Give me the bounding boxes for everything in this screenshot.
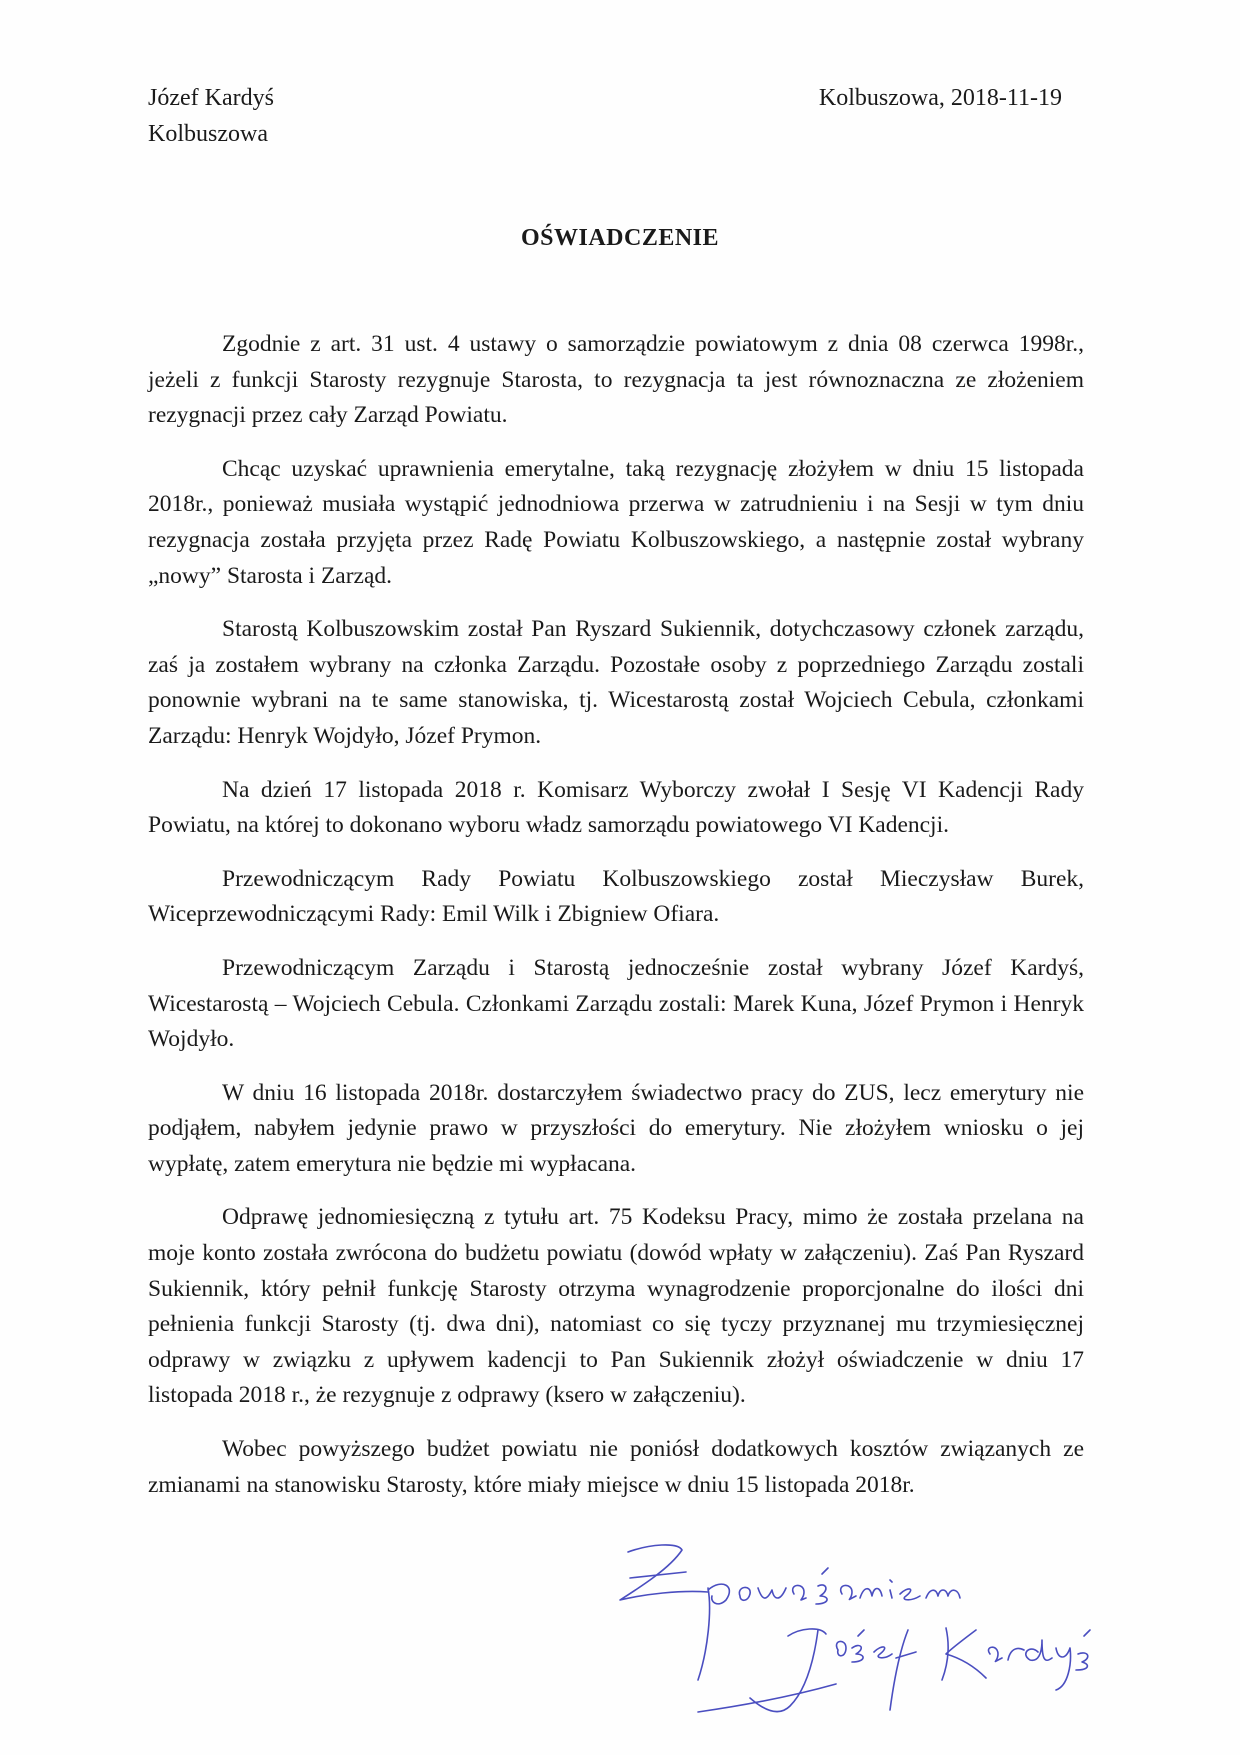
sender-name: Józef Kardyś	[148, 85, 274, 111]
document-title: OŚWIADCZENIE	[520, 225, 720, 251]
paragraph: Na dzień 17 listopada 2018 r. Komisarz Wyborczy zwołał I Sesję VI Kadencji Rady Powiatu, na której to dokonano wyboru władz samorządu powiatowego VI Kadencji.	[148, 776, 1084, 839]
paragraph: Chcąc uzyskać uprawnienia emerytalne, taką rezygnację złożyłem w dniu 15 listopada 2018r., ponieważ musiała wystąpić jednodniowa przerwa w zatrudnieniu i na Sesji w tym dniu rezygnacja została przyjęta przez Radę Powiatu Kolbuszowskiego, a następnie został wybrany „nowy” Starosta i Zarząd.	[148, 455, 1084, 589]
place-date: Kolbuszowa, 2018-11-19	[818, 85, 1062, 111]
paragraph: Odprawę jednomiesięczną z tytułu art. 75 Kodeksu Pracy, mimo że została przelana na moje konto została zwrócona do budżetu powiatu (dowód wpłaty w załączeniu). Zaś Pan Ryszard Sukiennik, który pełnił funkcję Starosty otrzyma wynagrodzenie proporcjonalne do ilości dni pełnienia funkcji Starosty (tj. dwa dni), natomiast co się tyczy przyznanej mu trzymiesięcznej odprawy w związku z upływem kadencji to Pan Sukiennik złożył oświadczenie w dniu 17 listopada 2018 r., że rezygnuje z odprawy (ksero w załączeniu).	[148, 1204, 1084, 1409]
paragraph: Przewodniczącym Zarządu i Starostą jednocześnie został wybrany Józef Kardyś, Wicestarostą – Wojciech Cebula. Członkami Zarządu zostali: Marek Kuna, Józef Prymon i Henryk Wojdyło.	[148, 954, 1084, 1053]
paragraph: Starostą Kolbuszowskim został Pan Ryszard Sukiennik, dotychczasowy członek zarządu, zaś ja zostałem wybrany na członka Zarządu. Pozostałe osoby z poprzedniego Zarządu zostali ponownie wybrani na te same stanowiska, tj. Wicestarostą został Wojciech Cebula, członkami Zarządu: Henryk Wojdyło, Józef Prymon.	[148, 616, 1084, 749]
paragraph: Zgodnie z art. 31 ust. 4 ustawy o samorządzie powiatowym z dnia 08 czerwca 1998r., jeżeli z funkcji Starosty rezygnuje Starosta, to rezygnacja ta jest równoznaczna ze złożeniem rezygnacji przez cały Zarząd Powiatu.	[148, 331, 1084, 429]
paragraph: Wobec powyższego budżet powiatu nie poniósł dodatkowych kosztów związanych ze zmianami na stanowisku Starosty, które miały miejsce w dniu 15 listopada 2018r.	[148, 1436, 1084, 1498]
sender-city: Kolbuszowa	[148, 121, 268, 147]
sender-block	[148, 80, 274, 152]
handwritten-signature	[590, 1530, 1110, 1730]
document-body	[148, 327, 1084, 1521]
paragraph: Przewodniczącym Rady Powiatu Kolbuszowskiego został Mieczysław Burek, Wiceprzewodniczącymi Rady: Emil Wilk i Zbigniew Ofiara.	[148, 865, 1084, 928]
paragraph: W dniu 16 listopada 2018r. dostarczyłem świadectwo pracy do ZUS, lecz emerytury nie podjąłem, nabyłem jedynie prawo w przyszłości do emerytury. Nie złożyłem wniosku o jej wypłatę, zatem emerytura nie będzie mi wypłacana.	[148, 1079, 1084, 1177]
